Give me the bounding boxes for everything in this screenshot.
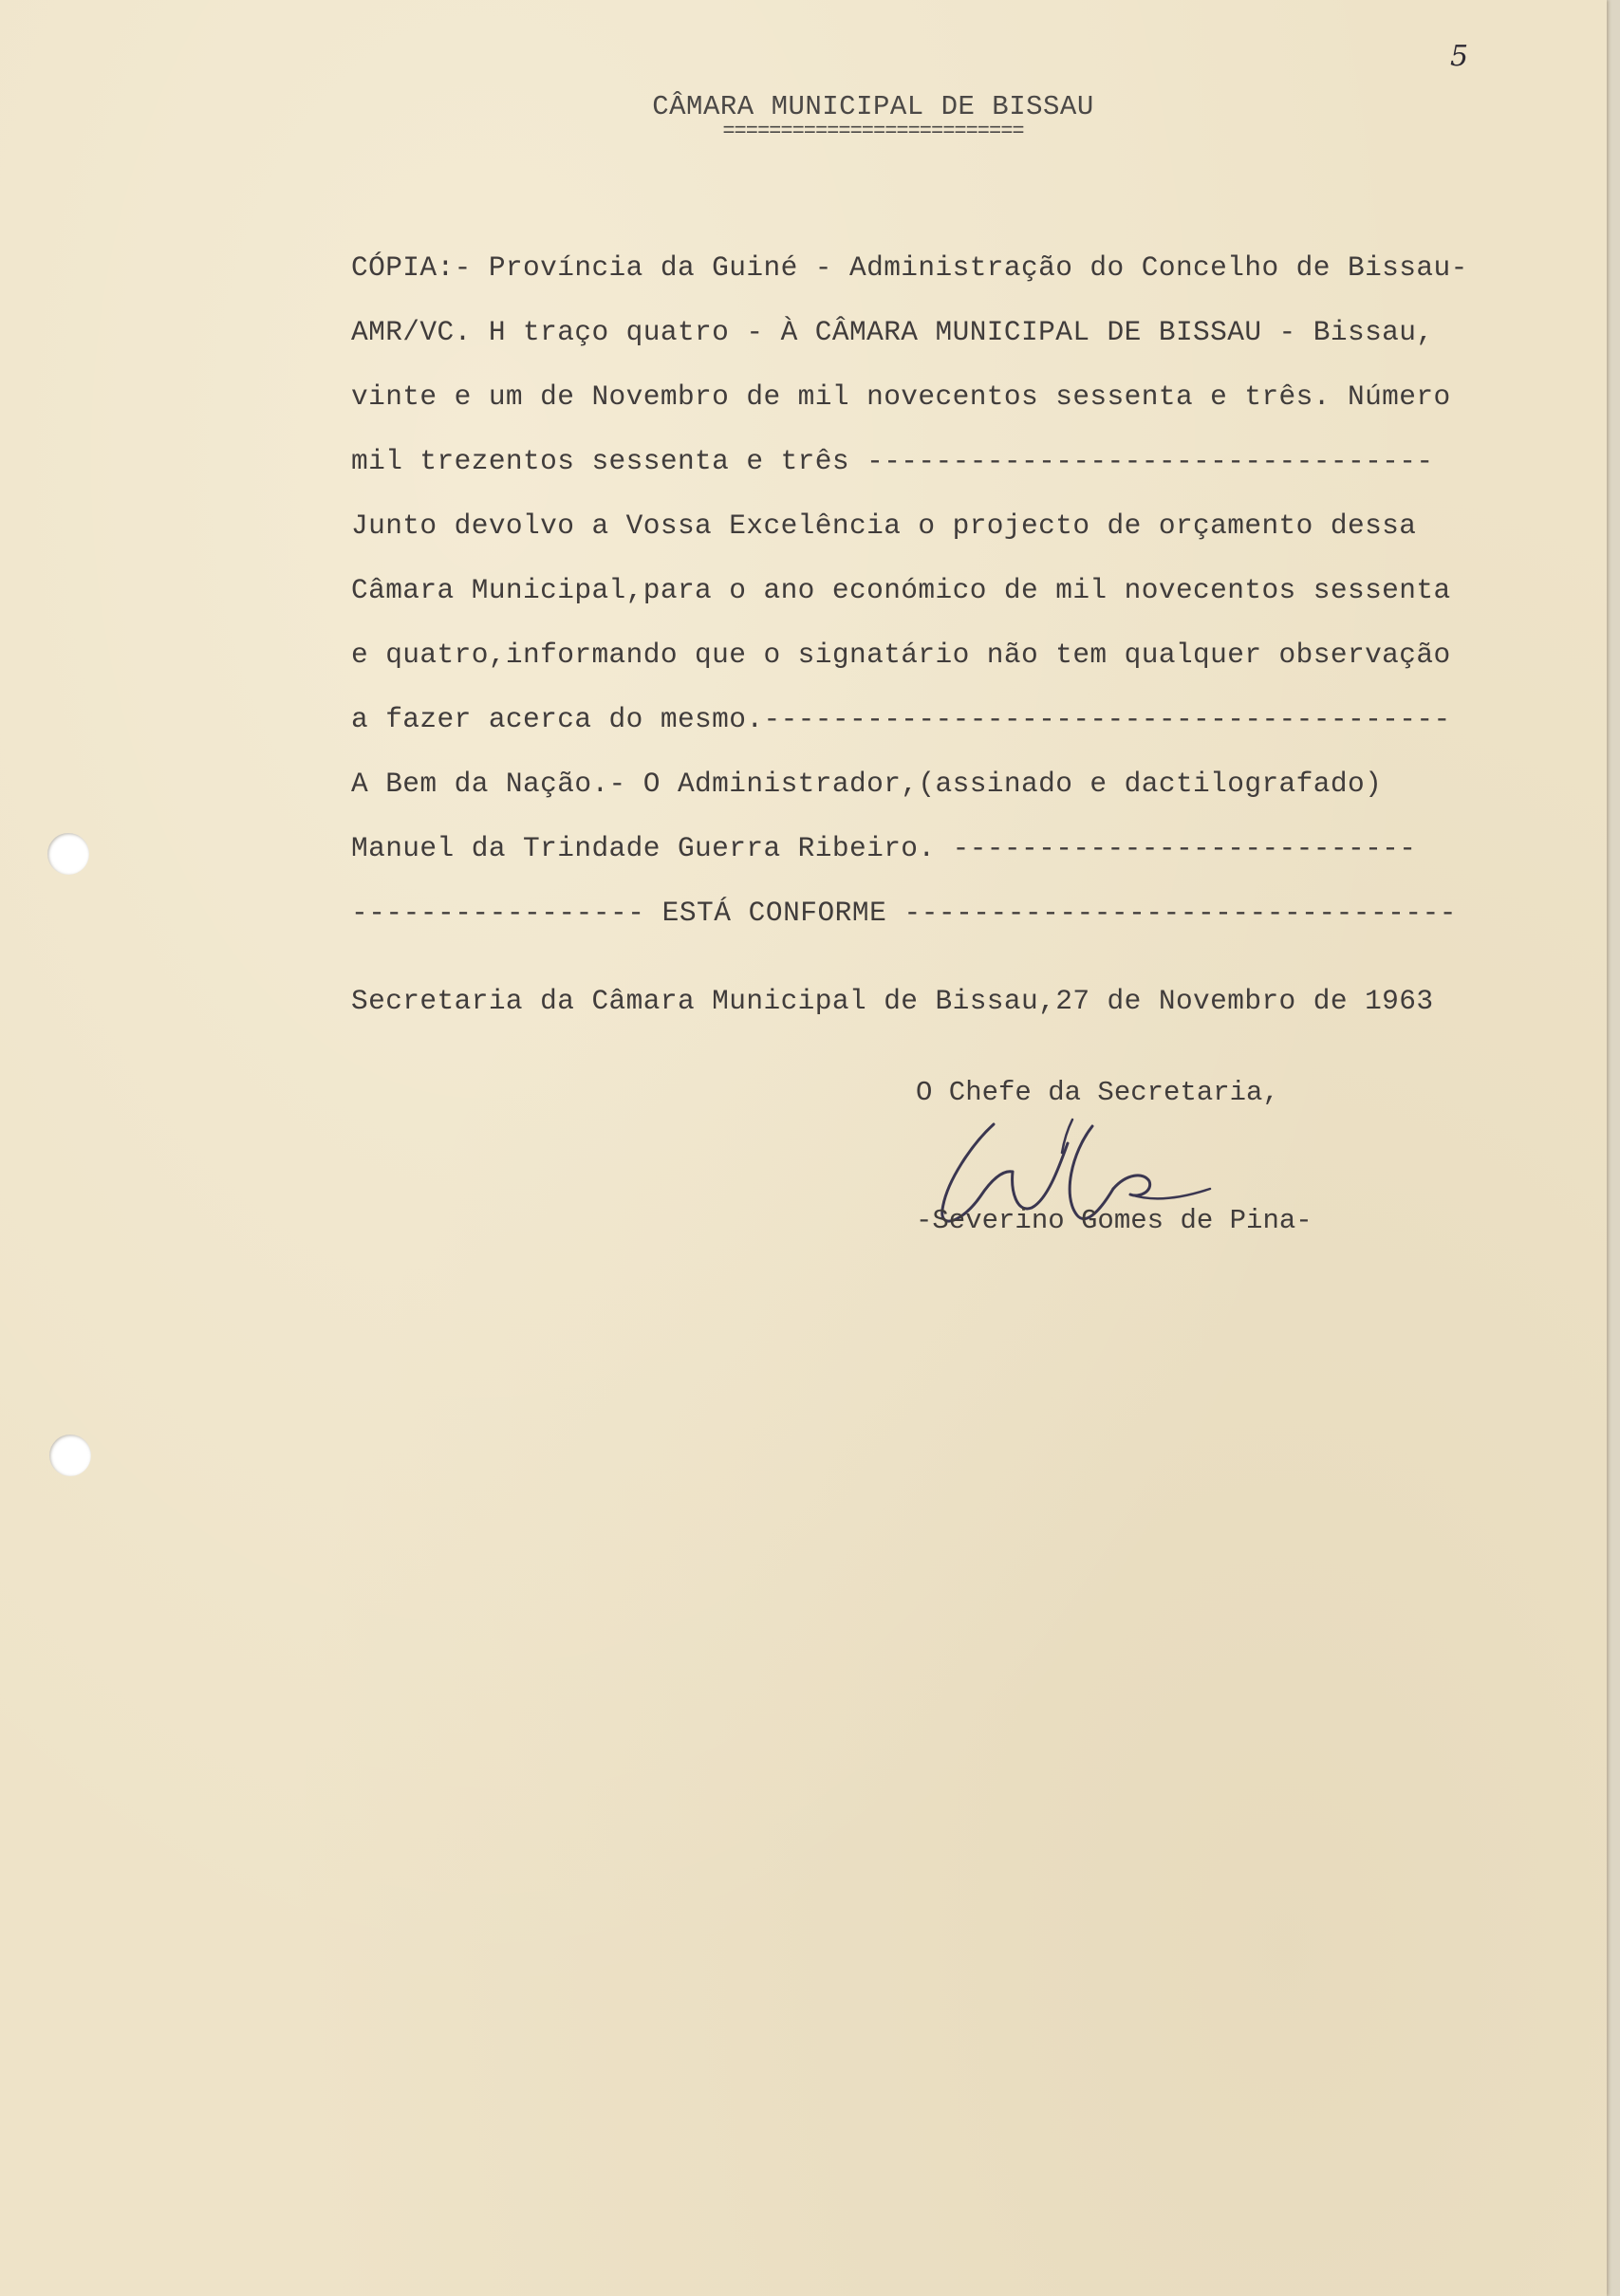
page-number: 5	[1450, 40, 1469, 73]
date-line: Secretaria da Câmara Municipal de Bissau,27 de Novembro de 1963	[351, 985, 1434, 1017]
body-line: mil trezentos sessenta e três ---------------------------------	[351, 445, 1434, 477]
signature-block	[916, 1077, 1447, 1236]
signatory-role: O Chefe da Secretaria,	[916, 1077, 1279, 1108]
body-line: Manuel da Trindade Guerra Ribeiro. ---------------------------	[351, 832, 1417, 864]
body-line: A Bem da Nação.- O Administrador,(assinado e dactilografado)	[351, 768, 1383, 800]
punch-hole	[49, 1435, 91, 1476]
body-line: Câmara Municipal,para o ano económico de mil novecentos sessenta	[351, 574, 1451, 606]
document-body	[351, 249, 1566, 958]
body-line: a fazer acerca do mesmo.----------------------------------------	[351, 703, 1451, 735]
body-line: AMR/VC. H traço quatro - À CÂMARA MUNICIPAL DE BISSAU - Bissau,	[351, 316, 1434, 348]
body-line: Junto devolvo a Vossa Excelência o projecto de orçamento dessa	[351, 509, 1417, 542]
conformity-line: ----------------- ESTÁ CONFORME --------------------------------	[351, 897, 1457, 929]
body-line: CÓPIA:- Província da Guiné - Administração do Concelho de Bissau-	[351, 251, 1468, 284]
body-line: e quatro,informando que o signatário não tem qualquer observação	[351, 639, 1451, 671]
letterhead	[607, 91, 1139, 139]
signatory-name: -Severino Gomes de Pina-	[916, 1205, 1313, 1236]
body-line: vinte e um de Novembro de mil novecentos sessenta e três. Número	[351, 380, 1451, 413]
letterhead-underline: ==========================	[722, 124, 1024, 139]
letterhead-title: CÂMARA MUNICIPAL DE BISSAU	[652, 91, 1094, 122]
punch-hole	[47, 833, 89, 875]
